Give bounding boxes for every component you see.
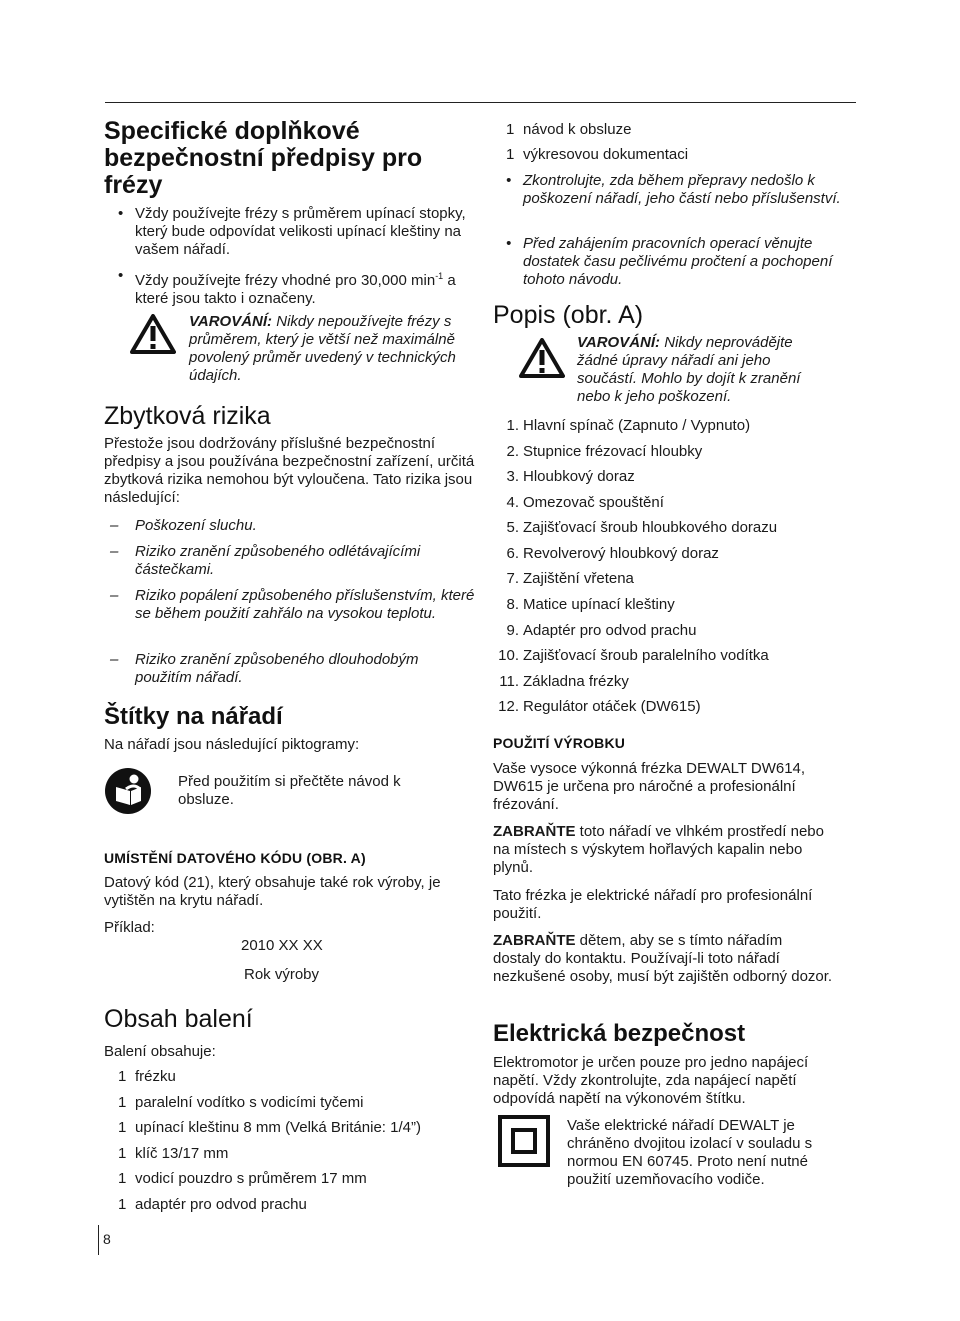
part-item <box>506 622 697 640</box>
warning-text: VAROVÁNÍ: Nikdy nepoužívejte frézy s průměrem, který je větší než maximálně povolený průměr uvedený v technických údajích. <box>189 313 456 384</box>
bullet-item: • Před zahájením pracovních operací věnujte dostatek času pečlivému pročtení a pochopení tohoto návodu. <box>506 235 833 288</box>
example-code: 2010 XX XX <box>241 937 323 954</box>
package-item: 1 klíč 13/17 mm <box>118 1145 229 1162</box>
part-number: 9. <box>506 622 519 639</box>
warning-triangle-icon <box>519 338 565 378</box>
part-item <box>498 647 769 665</box>
example-label: Příklad: <box>104 919 155 936</box>
title-datecode: UMÍSTĚNÍ DATOVÉHO KÓDU (OBR. A) <box>104 850 366 866</box>
part-item <box>498 698 701 716</box>
package-item: 1 upínací kleštinu 8 mm (Velká Británie: 1/4”) <box>118 1119 421 1136</box>
part-item <box>506 494 664 512</box>
part-label: Zajišťovací šroub hloubkového dorazu <box>523 519 778 536</box>
package-intro: Balení obsahuje: <box>104 1043 216 1060</box>
part-item <box>506 596 675 614</box>
part-number: 4. <box>506 494 519 511</box>
title-residual-risks: Zbytková rizika <box>104 402 271 430</box>
electrical-text: Elektromotor je určen pouze pro jedno napájecí napětí. Vždy zkontrolujte, zda napájecí napětí odpovídá napětí na výkonovém štítku. <box>493 1054 809 1107</box>
bullet-item: • Vždy používejte frézy s průměrem upínací stopky, který bude odpovídat velikosti upínací kleštiny na vašem nářadí. <box>118 205 466 258</box>
double-insulation-text: Vaše elektrické nářadí DEWALT je chráněno dvojitou izolací v souladu s normou EN 60745. Proto není nutné použití uzemňovacího vodiče. <box>567 1117 813 1188</box>
part-number: 7. <box>506 570 519 587</box>
use-text: Vaše vysoce výkonná frézka DEWALT DW614, DW615 je určena pro náročné a profesionální frézování. <box>493 760 806 813</box>
package-item: 1 paralelní vodítko s vodicími tyčemi <box>118 1094 364 1111</box>
part-number: 1. <box>506 417 519 434</box>
example-year: Rok výroby <box>244 966 320 983</box>
risk-item: – Poškození sluchu. <box>110 517 257 534</box>
page-edge-rule <box>98 1225 99 1255</box>
labels-intro: Na nářadí jsou následující piktogramy: <box>104 736 360 753</box>
part-label: Omezovač spouštění <box>523 494 664 511</box>
package-item: 1 frézku <box>118 1068 176 1085</box>
part-label: Stupnice frézovací hloubky <box>523 443 703 460</box>
title-package: Obsah balení <box>104 1005 253 1033</box>
part-label: Zajištění vřetena <box>523 570 634 587</box>
part-label: Zajišťovací šroub paralelního vodítka <box>523 647 769 664</box>
part-number: 8. <box>506 596 519 613</box>
pictogram-text: Před použitím si přečtěte návod k obsluze. <box>178 773 401 808</box>
risk-item: – Riziko zranění způsobeného dlouhodobým použitím nářadí. <box>110 651 419 686</box>
part-item <box>506 570 634 588</box>
read-manual-icon <box>104 767 152 815</box>
package-item: 1 výkresovou dokumentaci <box>506 146 689 163</box>
part-item <box>506 443 703 461</box>
warning-triangle-icon <box>130 314 176 354</box>
package-item: 1 vodicí pouzdro s průměrem 17 mm <box>118 1170 367 1187</box>
double-insulation-icon <box>498 1115 550 1167</box>
package-item: 1 adaptér pro odvod prachu <box>118 1196 307 1213</box>
title-tool-labels: Štítky na nářadí <box>104 703 283 730</box>
part-item <box>506 417 751 435</box>
title-router-safety: Specifické doplňkové bezpečnostní předpisy pro frézy <box>104 117 423 199</box>
part-label: Regulátor otáček (DW615) <box>523 698 701 715</box>
part-number: 11. <box>499 673 519 690</box>
package-item: 1 návod k obsluze <box>506 121 632 138</box>
bullet-item: • Vždy používejte frézy vhodné pro 30,000 $\min^{-1} a$ které jsou takto i označeny. <box>118 267 456 307</box>
part-label: Základna frézky <box>523 673 629 690</box>
part-label: Hlavní spínač (Zapnuto / Vypnuto) <box>523 417 751 434</box>
part-item <box>499 673 629 691</box>
warning-moisture: ZABRAŇTE toto nářadí ve vlhkém prostředí nebo na místech s výskytem hořlavých kapalin nebo plynů. <box>493 823 824 876</box>
title-description: Popis (obr. A) <box>493 301 644 329</box>
part-label: Hloubkový doraz <box>523 468 635 485</box>
page-number: 8 <box>103 1231 111 1247</box>
part-item <box>506 468 635 486</box>
title-product-use: POUŽITÍ VÝROBKU <box>493 735 626 751</box>
part-number: 5. <box>506 519 519 536</box>
datecode-text: Datový kód (21), který obsahuje také rok výroby, je vytištěn na krytu nářadí. <box>104 874 441 909</box>
top-rule <box>105 102 856 103</box>
risk-item: – Riziko popálení způsobeného příslušenstvím, které se během použití zahřálo na vysokou teplotu. <box>110 587 475 622</box>
part-label: Revolverový hloubkový doraz <box>523 545 719 562</box>
part-number: 3. <box>506 468 519 485</box>
part-number: 2. <box>506 443 519 460</box>
warning-children: ZABRAŇTE dětem, aby se s tímto nářadím dostaly do kontaktu. Používají-li toto nářadí nezkušené osoby, musí být zajištěn odborný dozor. <box>493 932 833 985</box>
part-number: 10. <box>498 647 519 664</box>
part-number: 12. <box>498 698 519 715</box>
part-label: Matice upínací kleštiny <box>523 596 675 613</box>
part-item <box>506 519 778 537</box>
professional-use-text: Tato frézka je elektrické nářadí pro profesionální použití. <box>493 887 813 922</box>
bullet-item: • Zkontrolujte, zda během přepravy nedošlo k poškození nářadí, jeho částí nebo příslušenství. <box>506 172 841 207</box>
part-label: Adaptér pro odvod prachu <box>523 622 697 639</box>
risks-intro: Přestože jsou dodržovány příslušné bezpečnostní předpisy a jsou používána bezpečnostní zařízení, určitá zbytková rizika nemohou být vyloučena. Tato rizika jsou následující: <box>104 435 475 506</box>
risk-item: – Riziko zranění způsobeného odlétávajícími částečkami. <box>110 543 421 578</box>
title-electrical-safety: Elektrická bezpečnost <box>493 1020 746 1047</box>
part-item <box>506 545 719 563</box>
part-number: 6. <box>506 545 519 562</box>
warning-text: VAROVÁNÍ: Nikdy neprovádějte žádné úpravy nářadí ani jeho součástí. Mohlo by dojít k zranění nebo k jeho poškození. <box>577 334 801 405</box>
